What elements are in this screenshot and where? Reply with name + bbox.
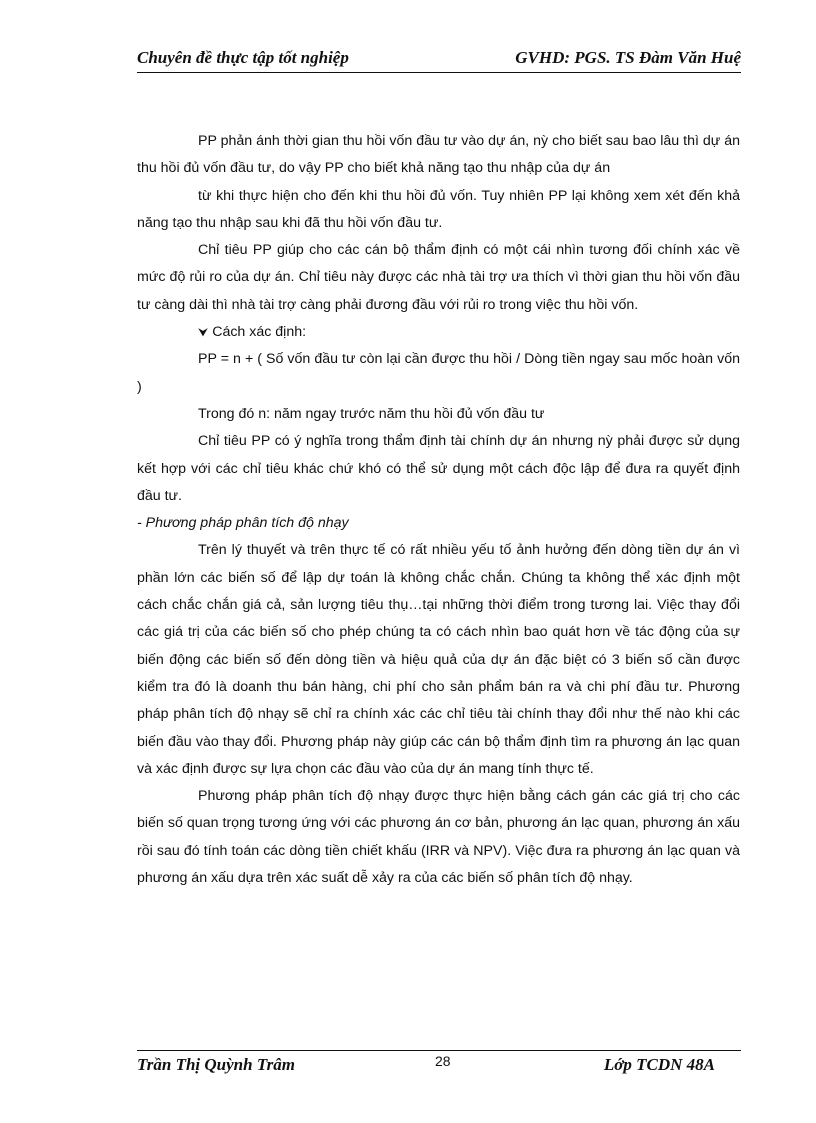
formula-pp: PP = n + ( Số vốn đầu tư còn lại cần được thu hồi / Dòng tiền ngay sau mốc hoàn vốn ) — [137, 351, 740, 395]
header-supervisor: GVHD: PGS. TS Đàm Văn Huệ — [515, 48, 741, 67]
footer-author: Trần Thị Quỳnh Trâm — [137, 1055, 295, 1074]
page-footer — [137, 1050, 741, 1081]
bullet-text: Cách xác định: — [212, 324, 307, 341]
page-body — [137, 128, 740, 892]
paragraph-pp-meaning: Chỉ tiêu PP có ý nghĩa trong thẩm định tài chính dự án nhưng nỳ phải được sử dụng kết hợp với các chỉ tiêu khác chứ khó có thể sử dụng một cách độc lập để đưa ra quyết định đầu tư. — [137, 433, 740, 504]
bullet-arrow-icon: ⮟ — [198, 325, 209, 340]
paragraph-pp-limitation: từ khi thực hiện cho đến khi thu hồi đủ vốn. Tuy nhiên PP lại không xem xét đến khả năng tạo thu nhập sau khi đã thu hồi vốn đầu tư. — [137, 187, 740, 231]
paragraph-pp-risk: Chỉ tiêu PP giúp cho các cán bộ thẩm định có một cái nhìn tương đối chính xác về mức độ rủi ro của dự án. Chỉ tiêu này được các nhà tài trợ ưa thích vì thời gian thu hồi vốn đầu tư càng dài thì nhà tài trợ càng phải đương đầu với rủi ro trong việc thu hồi vốn. — [137, 242, 740, 313]
formula-where: Trong đó n: năm ngay trước năm thu hồi đủ vốn đầu tư — [198, 405, 545, 422]
page-header — [137, 46, 741, 73]
paragraph-sensitivity-method: Phương pháp phân tích độ nhạy được thực hiện bằng cách gán các giá trị cho các biến số quan trọng tương ứng với các phương án cơ bản, phương án lạc quan, phương án xấu rồi sau đó tính toán các dòng tiền chiết khấu (IRR và NPV). Việc đưa ra phương án lạc quan và phương án xấu dựa trên xác suất dễ xảy ra của các biến số phân tích độ nhạy. — [137, 788, 740, 887]
page-number: 28 — [435, 1053, 451, 1069]
paragraph-pp-definition: PP phản ánh thời gian thu hồi vốn đầu tư vào dự án, nỳ cho biết sau bao lâu thì dự án thu hồi đủ vốn đầu tư, do vậy PP cho biết khả năng tạo thu nhập của dự án — [137, 133, 740, 177]
header-title: Chuyên đề thực tập tốt nghiệp — [137, 48, 349, 67]
footer-class: Lớp TCDN 48A — [603, 1055, 715, 1074]
paragraph-sensitivity-intro: Trên lý thuyết và trên thực tế có rất nhiều yếu tố ảnh hưởng đến dòng tiền dự án vì phần lớn các biến số để lập dự toán là không chắc chắn. Chúng ta không thể xác định một cách chắc chắn giá cả, sản lượng tiêu thụ…tại những thời điểm trong tương lai. Việc thay đổi các giá trị của các biến số cho phép chúng ta có cách nhìn bao quát hơn về tác động của sự biến động các biến số đến dòng tiền và hiệu quả của dự án đặc biệt có 3 biến số cần được kiểm tra đó là doanh thu bán hàng, chi phí cho sản phẩm bán ra và chi phí đầu tư. Phương pháp phân tích độ nhạy sẽ chỉ ra chính xác các chỉ tiêu tài chính thay đổi như thế nào khi các biến đầu vào thay đổi. Phương pháp này giúp các cán bộ thẩm định tìm ra phương án lạc quan và xác định được sự lựa chọn các đầu vào của dự án mang tính thực tế. — [137, 542, 740, 777]
bullet-calculation — [137, 319, 740, 346]
section-heading-sensitivity: - Phương pháp phân tích độ nhạy — [137, 515, 349, 532]
